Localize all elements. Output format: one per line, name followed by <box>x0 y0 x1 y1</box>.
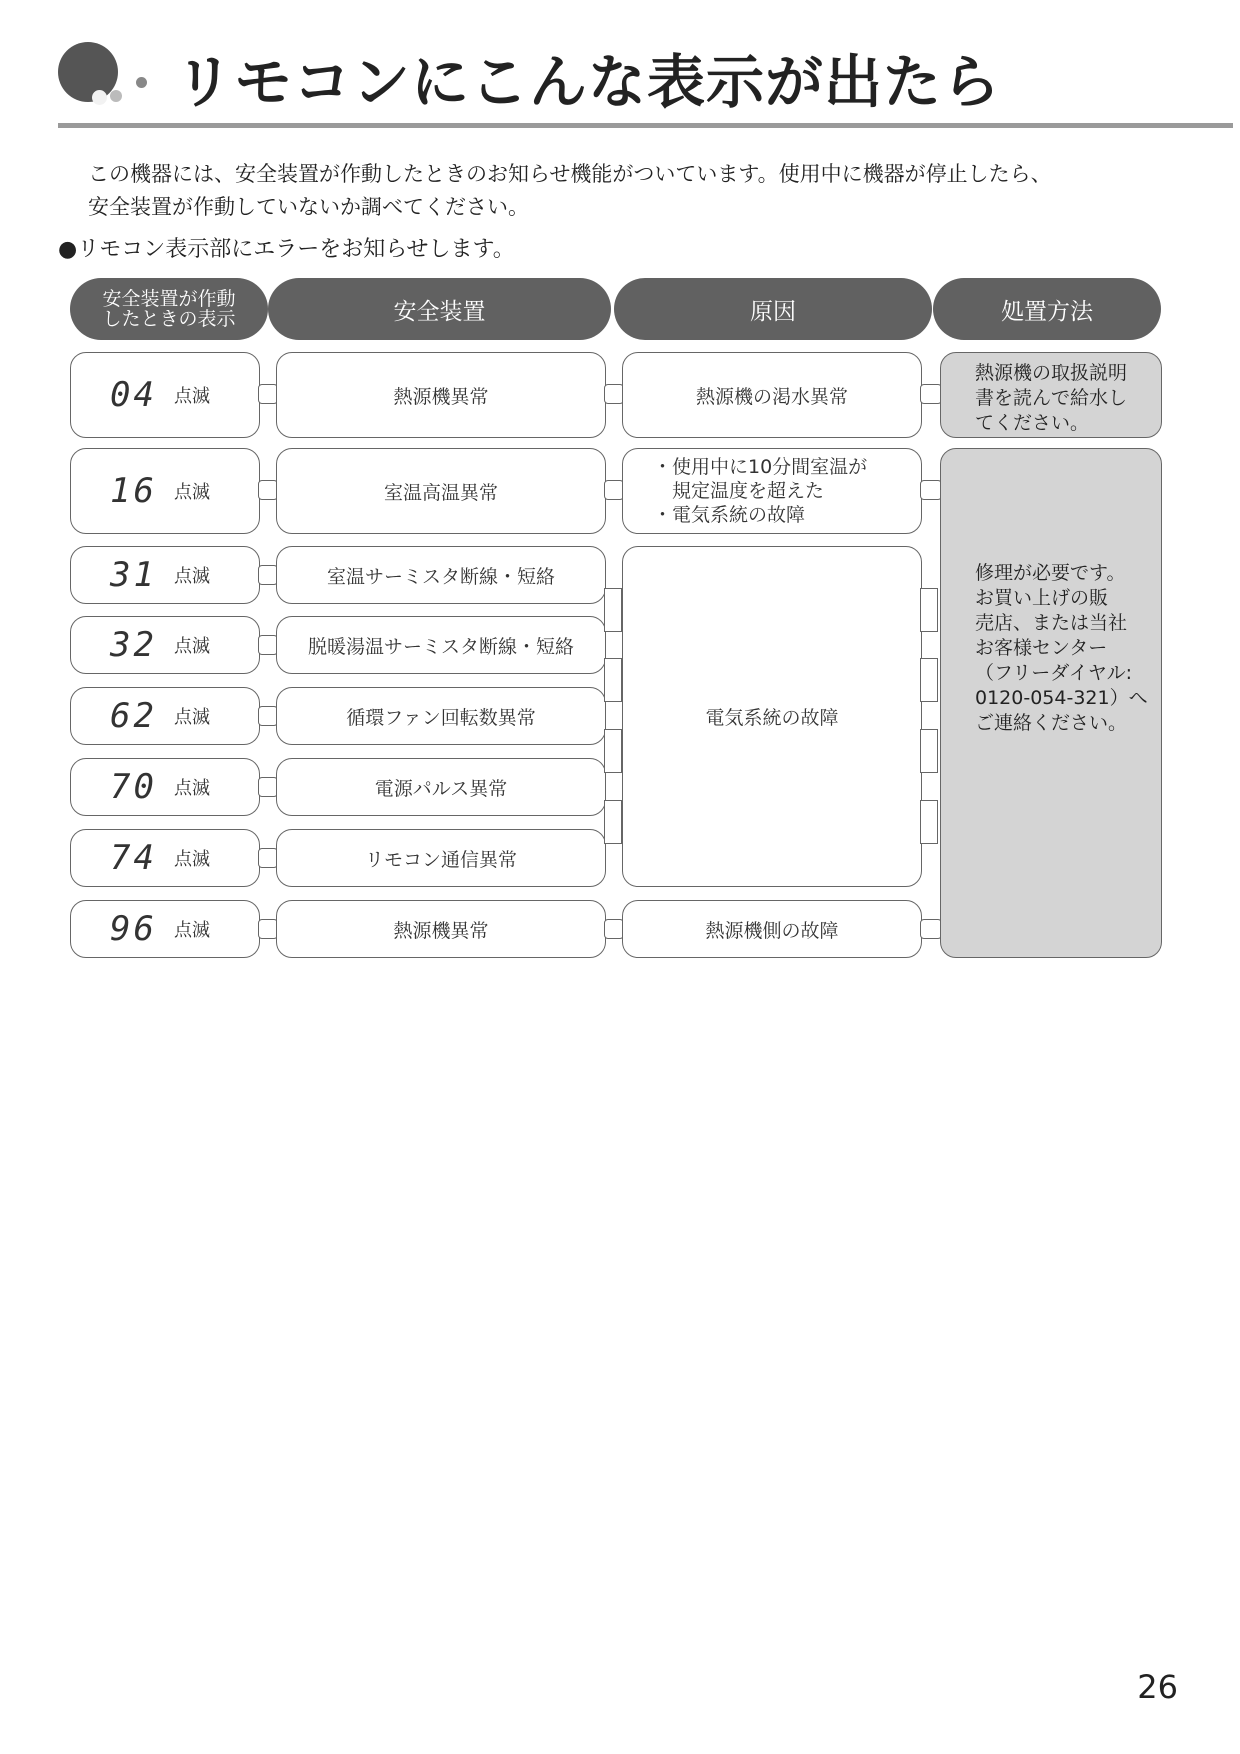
group-connector <box>604 800 622 844</box>
group-connector <box>920 800 938 844</box>
device-cell: 電源パルス異常 <box>276 758 606 816</box>
intro-line-1: この機器には、安全装置が作動したときのお知らせ機能がついています。使用中に機器が停止したら、 <box>88 162 1052 186</box>
row-connector <box>604 384 624 404</box>
intro-line-2: 安全装置が作動していないか調べてください。 <box>88 195 529 219</box>
blink-label: 点滅 <box>174 566 210 587</box>
header-display <box>70 278 268 340</box>
row-connector <box>258 777 278 797</box>
row-connector <box>258 565 278 585</box>
device-cell: 室温サーミスタ断線・短絡 <box>276 546 606 604</box>
header-remedy: 処置方法 <box>933 278 1161 340</box>
header-display-line-1: 安全装置が作動 <box>102 288 236 310</box>
row-connector <box>604 919 624 939</box>
row-connector <box>258 384 278 404</box>
error-code: 31 <box>110 555 157 595</box>
display-cell <box>70 829 260 887</box>
error-code: 04 <box>110 375 157 415</box>
page-header <box>0 0 1240 130</box>
row-connector <box>258 635 278 655</box>
display-cell <box>70 900 260 958</box>
row-connector <box>258 848 278 868</box>
device-cell: 脱暖湯温サーミスタ断線・短絡 <box>276 616 606 674</box>
header-cause: 原因 <box>614 278 932 340</box>
row-connector <box>920 480 942 500</box>
error-code: 74 <box>110 838 157 878</box>
group-connector <box>604 658 622 702</box>
row-connector <box>920 384 942 404</box>
blink-label: 点滅 <box>174 849 210 870</box>
header-dot-icon <box>136 77 147 88</box>
cause-cell: 熱源機の渇水異常 <box>622 352 922 438</box>
cause-cell: 熱源機側の故障 <box>622 900 922 958</box>
blink-label: 点滅 <box>174 386 210 407</box>
row-connector <box>604 480 624 500</box>
remedy-text: 熱源機の取扱説明 書を読んで給水し てください。 <box>975 362 1128 434</box>
error-code: 32 <box>110 625 157 665</box>
row-connector <box>258 706 278 726</box>
device-cell: 循環ファン回転数異常 <box>276 687 606 745</box>
display-cell <box>70 616 260 674</box>
header-dot-icon <box>92 90 107 105</box>
header-display-line-2: したときの表示 <box>102 308 236 330</box>
device-cell: リモコン通信異常 <box>276 829 606 887</box>
header-rule <box>58 123 1233 128</box>
device-cell: 熱源機異常 <box>276 900 606 958</box>
page-title: リモコンにこんな表示が出たら <box>175 48 1002 116</box>
blink-label: 点滅 <box>174 482 210 503</box>
blink-label: 点滅 <box>174 636 210 657</box>
error-code: 62 <box>110 696 157 736</box>
error-code: 70 <box>110 767 157 807</box>
blink-label: 点滅 <box>174 920 210 941</box>
display-cell <box>70 758 260 816</box>
cause-line: ・使用中に10分間室温が <box>653 456 868 478</box>
device-cell: 室温高温異常 <box>276 448 606 534</box>
bullet-note: ●リモコン表示部にエラーをお知らせします。 <box>58 237 515 262</box>
display-cell <box>70 546 260 604</box>
cause-cell <box>622 448 922 534</box>
row-connector <box>258 919 278 939</box>
header-device: 安全装置 <box>268 278 611 340</box>
page-number: 26 <box>1137 1668 1178 1706</box>
row-connector <box>258 480 278 500</box>
device-cell: 熱源機異常 <box>276 352 606 438</box>
display-cell <box>70 687 260 745</box>
blink-label: 点滅 <box>174 778 210 799</box>
group-connector <box>920 658 938 702</box>
blink-label: 点滅 <box>174 707 210 728</box>
group-connector <box>920 588 938 632</box>
group-connector <box>604 588 622 632</box>
header-circle-icon <box>58 42 118 102</box>
header-dot-icon <box>110 90 122 102</box>
cause-line: 規定温度を超えた <box>653 480 825 502</box>
error-code: 96 <box>110 909 157 949</box>
cause-cell-group: 電気系統の故障 <box>622 546 922 887</box>
remedy-cell-large <box>940 448 1162 958</box>
group-connector <box>604 729 622 773</box>
row-connector <box>920 919 942 939</box>
display-cell <box>70 352 260 438</box>
display-cell <box>70 448 260 534</box>
error-code: 16 <box>110 471 157 511</box>
remedy-text: 修理が必要です。 お買い上げの販 売店、または当社 お客様センター （フリーダイヤル: 0120-054-321）へ ご連絡ください。 <box>975 561 1148 734</box>
intro-text <box>88 158 1198 224</box>
cause-line: ・電気系統の故障 <box>653 504 806 526</box>
group-connector <box>920 729 938 773</box>
remedy-cell <box>940 352 1162 438</box>
